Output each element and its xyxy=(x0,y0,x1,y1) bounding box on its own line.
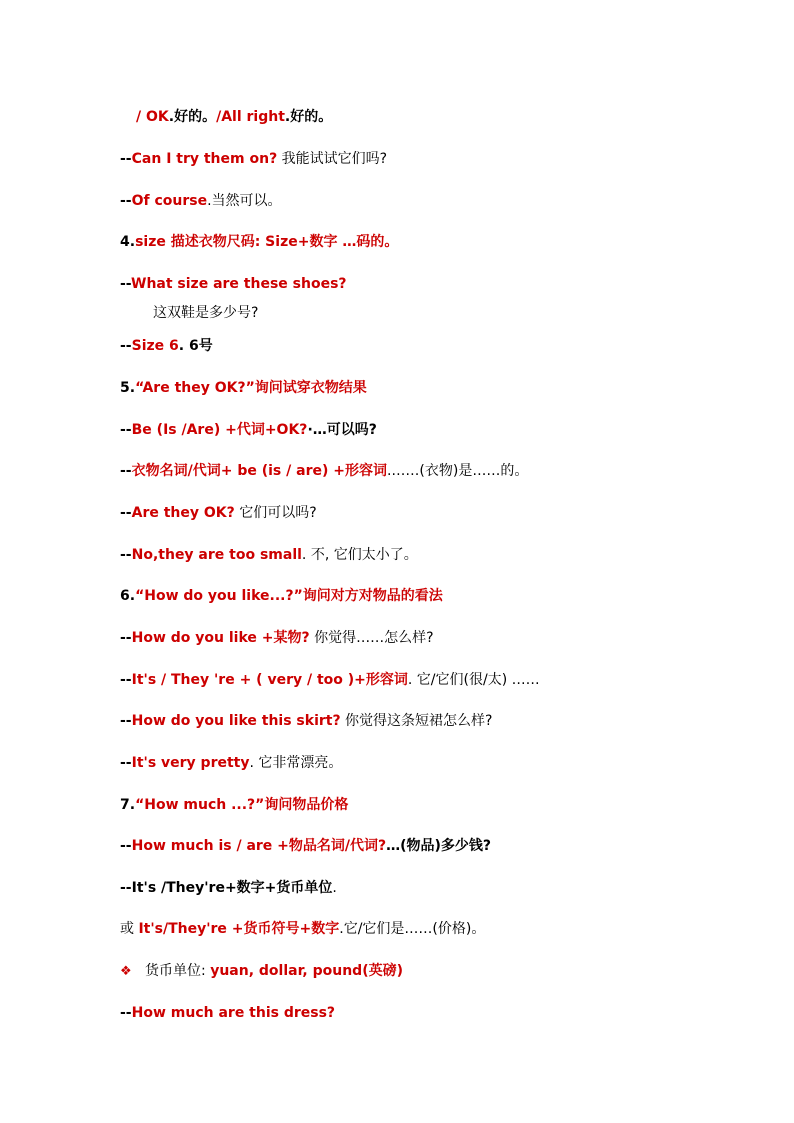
section-number: 5. xyxy=(120,380,136,396)
translation: 你觉得这条短裙怎么样? xyxy=(340,713,493,729)
line-its-pattern xyxy=(120,671,540,689)
translation: …(物品)多少钱? xyxy=(386,838,492,854)
line-currency-units xyxy=(120,962,403,981)
english-phrase: Are they OK? xyxy=(131,505,235,521)
english-phrase: How much are this dress? xyxy=(131,1005,336,1021)
translation: 它们可以吗? xyxy=(234,505,317,521)
heading-size xyxy=(120,233,398,251)
translation: 我能试试它们吗? xyxy=(277,151,388,167)
translation: . 不, 它们太小了。 xyxy=(301,547,418,563)
dash: -- xyxy=(120,713,132,729)
line-are-they-ok xyxy=(120,504,317,522)
heading-how-much xyxy=(120,796,348,814)
period: . xyxy=(332,880,337,896)
currency-list: yuan, dollar, pound(英磅) xyxy=(210,963,404,979)
translation: . 6号 xyxy=(178,338,213,354)
translation: 你觉得……怎么样? xyxy=(309,630,434,646)
section-title: “How do you like...?”询问对方对物品的看法 xyxy=(135,588,443,604)
section-number: 7. xyxy=(120,797,136,813)
pattern: 衣物名词/代词+ be (is / are) +形容词 xyxy=(131,463,387,479)
english-phrase: Size 6 xyxy=(131,338,179,354)
line-clothes-pattern xyxy=(120,462,528,480)
dash: -- xyxy=(120,151,132,167)
or-label: 或 xyxy=(120,921,139,937)
label: 货币单位: xyxy=(145,963,211,979)
heading-are-they-ok xyxy=(120,379,367,397)
dash: -- xyxy=(120,672,132,688)
dash: -- xyxy=(120,505,132,521)
english-phrase: How do you like this skirt? xyxy=(131,713,341,729)
translation: .它/它们是……(价格)。 xyxy=(339,921,486,937)
translation: .……(衣物)是……的。 xyxy=(386,463,529,479)
translation: ·…可以吗? xyxy=(307,422,377,438)
heading-how-do-you-like xyxy=(120,587,443,605)
line-how-much-pattern xyxy=(120,837,491,855)
line-be-pattern xyxy=(120,421,377,439)
english-phrase: Can I try them on? xyxy=(131,151,278,167)
translation: .当然可以。 xyxy=(207,193,282,209)
section-number: 6. xyxy=(120,588,136,604)
line-very-pretty xyxy=(120,754,342,772)
pattern: It's /They're+数字+货币单位 xyxy=(131,880,333,896)
section-number: 4. xyxy=(120,234,136,250)
english-phrase: What size are these shoes? xyxy=(131,276,347,292)
line-what-size-translation xyxy=(153,304,258,322)
translation: . 它非常漂亮。 xyxy=(249,755,343,771)
translation: . 它/它们(很/太) …… xyxy=(407,672,540,688)
line-of-course xyxy=(120,192,282,210)
english-phrase: Of course xyxy=(131,193,208,209)
section-title: “How much ...?”询问物品价格 xyxy=(135,797,349,813)
pattern: How do you like +某物? xyxy=(131,630,310,646)
line-how-much-dress xyxy=(120,1004,335,1022)
phrase-all-right: /All right xyxy=(216,109,285,125)
diamond-bullet-icon: ❖ xyxy=(120,964,132,979)
dash: -- xyxy=(120,422,132,438)
english-phrase: No,they are too small xyxy=(131,547,302,563)
line-price-pattern xyxy=(120,879,337,897)
pattern: It's/They're +货币符号+数字 xyxy=(138,921,340,937)
dash: -- xyxy=(120,463,132,479)
pattern: It's / They 're + ( very / too )+形容词 xyxy=(131,672,408,688)
pattern: Be (Is /Are) +代词+OK? xyxy=(131,422,308,438)
phrase-ok: / OK xyxy=(136,109,169,125)
meaning: .好的。 xyxy=(284,109,333,125)
meaning: .好的。 xyxy=(168,109,217,125)
dash: -- xyxy=(120,630,132,646)
line-size-6 xyxy=(120,337,213,355)
dash: -- xyxy=(120,276,131,292)
english-phrase: It's very pretty xyxy=(131,755,250,771)
dash: -- xyxy=(120,755,132,771)
line-how-do-you-like-pattern xyxy=(120,629,434,647)
line-ok xyxy=(136,108,332,126)
section-title: “Are they OK?”询问试穿衣物结果 xyxy=(135,380,367,396)
section-title: size 描述衣物尺码: Size+数字 …码的。 xyxy=(135,234,399,250)
line-what-size xyxy=(120,275,347,293)
line-price-pattern-alt xyxy=(120,920,485,938)
dash: -- xyxy=(120,838,132,854)
dash: -- xyxy=(120,1005,132,1021)
line-this-skirt xyxy=(120,712,492,730)
line-can-i-try xyxy=(120,150,387,168)
dash: -- xyxy=(120,338,132,354)
dash: -- xyxy=(120,880,132,896)
line-too-small xyxy=(120,546,418,564)
translation: 这双鞋是多少号? xyxy=(153,305,259,321)
pattern: How much is / are +物品名词/代词? xyxy=(131,838,387,854)
dash: -- xyxy=(120,193,132,209)
dash: -- xyxy=(120,547,132,563)
